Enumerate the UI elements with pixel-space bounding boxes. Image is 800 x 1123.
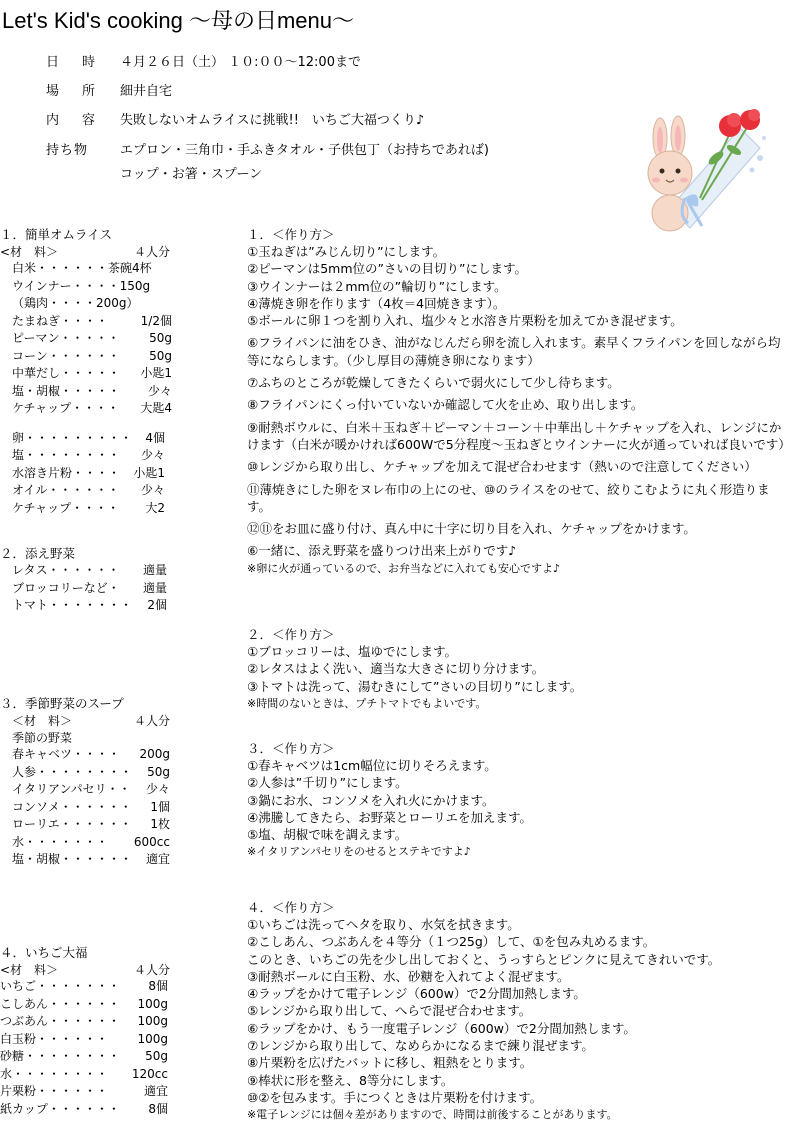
ingredient-row [12, 799, 170, 817]
ingredient-row [12, 330, 172, 348]
section1-step-list [247, 243, 791, 560]
ingredient-name: 片栗粉・・・・・・ [0, 1084, 109, 1098]
ingredient-row [12, 851, 170, 869]
ingredient-row [12, 400, 172, 418]
ingredient-amount: 少々 [140, 483, 165, 497]
section1-note: ※卵に火が通っているので、お弁当などに入れても安心ですよ♪ [247, 561, 561, 575]
method-step: ⑪薄焼きにした卵をヌレ布巾の上にのせ、⑩のライスをのせて、絞りこむように丸く形造ります。 [247, 481, 770, 514]
method-step: ⑨耐熱ボウルに、白米＋玉ねぎ＋ピーマン＋コーン＋中華出し＋ケチャップを入れ、レンジにかけます（白米が暖かければ600Wで5分程度～玉ねぎとウインナーに火が通っていれば良いです） [247, 419, 791, 452]
method-step: ⑫⑪をお皿に盛り付け、真ん中に十字に切り目を入れ、ケチャップをかけます。 [247, 521, 696, 537]
ingredient-amount: 50g [149, 331, 172, 345]
method-step: ②ピーマンは5mm位の”さいの目切り”にします。 [247, 261, 527, 277]
place-label: 場 所 [46, 84, 101, 99]
ingredient-name: 春キャベツ・・・・ [12, 747, 121, 761]
materials-label: <材 料＞ [0, 245, 59, 259]
ingredient-amount: 8個 [148, 979, 168, 993]
section1-materials-header [0, 243, 170, 260]
method-step: ③ウインナーは２mm位の”輪切り”にします。 [247, 278, 507, 294]
section2-method-title: ２．＜作り方＞ [247, 627, 335, 642]
section3-subheading: 季節の野菜 [12, 731, 73, 745]
section3-title: ３．季節野菜のスープ [0, 696, 124, 711]
servings: ４人分 [133, 714, 170, 728]
ingredient-amount: 2個 [147, 598, 167, 612]
section1-method-title: １．＜作り方＞ [247, 227, 335, 242]
ingredient-row [0, 996, 168, 1014]
servings: ４人分 [133, 245, 170, 259]
info-place-row [46, 80, 172, 100]
ingredient-amount: 適宜 [145, 852, 170, 866]
materials-label: ＜材 料＞ [12, 714, 73, 728]
content-label: 内 容 [46, 113, 101, 128]
section4-title: ４．いちご大福 [0, 945, 88, 960]
section3-ingredients [0, 694, 180, 869]
ingredient-name: 塩・胡椒・・・・・・ [12, 852, 133, 866]
method-step: ⑦レンジから取り出して、なめらかになるまで練り混ぜます。 [247, 1038, 594, 1054]
page-title: Let's Kid's cooking ～母の日menu～ [2, 8, 354, 33]
bunny-with-carnation-bouquet-icon [630, 88, 770, 238]
method-step: ⑤塩、胡椒で味を調えます。 [247, 827, 408, 843]
content-value: 失敗しないオムライスに挑戦!! いちご大福つくり♪ [120, 113, 425, 128]
materials-label: <材 料＞ [0, 963, 59, 977]
ingredient-name: コンソメ・・・・・・ [12, 799, 132, 814]
ingredient-name: こしあん・・・・・・ [0, 996, 121, 1011]
ingredient-row [0, 978, 168, 996]
ingredient-amount: 小匙1 [133, 465, 165, 480]
ingredient-row [0, 1083, 168, 1101]
ingredient-row [0, 1066, 168, 1084]
ingredient-name: 卵・・・・・・・・・ [12, 430, 133, 445]
ingredient-row [12, 348, 172, 366]
section2-ingredients [0, 544, 180, 615]
bring-value-1: エプロン・三角巾・手ふきタオル・子供包丁（お持ちであれば) [120, 143, 489, 158]
method-step: ②こしあん、つぶあんを４等分（１つ25g）して、①を包み丸めるます。 [247, 934, 656, 950]
info-content-row [46, 109, 424, 129]
bunny-bouquet-illustration [630, 88, 770, 238]
section1-title: １．簡単オムライス [0, 227, 113, 242]
info-date-row [46, 51, 361, 71]
ingredient-row [12, 764, 170, 782]
section4-method-title: ４．＜作り方＞ [247, 900, 335, 915]
ingredient-row [12, 313, 172, 331]
method-step: ⑩レンジから取り出し、ケチャップを加えて混ぜ合わせます（熱いので注意してください） [247, 459, 757, 475]
method-step: ③耐熱ボールに白玉粉、水、砂糖を入れてよく混ぜます。 [247, 968, 570, 984]
ingredient-row [0, 1048, 168, 1066]
section2-title: ２．添え野菜 [0, 546, 76, 561]
section3-method-title: ３．＜作り方＞ [247, 741, 335, 756]
section4-method [247, 899, 787, 1123]
method-step: ⑧片栗粉を広げたバットに移し、粗熱をとります。 [247, 1055, 533, 1071]
ingredient-row [12, 580, 167, 598]
ingredient-amount: 600cc [133, 834, 170, 849]
ingredient-row [12, 383, 172, 401]
section3-materials-header [0, 712, 170, 729]
method-step: このとき、いちごの先を少し出しておくと、うっすらとピンクに見えてきれいです。 [247, 951, 721, 967]
ingredient-row [0, 1101, 168, 1119]
ingredient-name: 水溶き片粉・・・・ [12, 465, 121, 480]
section4-ingredients [0, 943, 180, 1118]
ingredient-row [0, 1031, 168, 1049]
ingredient-row [12, 465, 165, 483]
ingredient-name: 白玉粉・・・・・・ [0, 1031, 109, 1046]
method-step: ②人参は”千切り”にします。 [247, 775, 408, 791]
ingredient-amount: 200g [139, 747, 170, 761]
ingredient-amount: 8個 [148, 1101, 168, 1116]
ingredient-name: ケチャップ・・・・ [12, 500, 120, 515]
section4-step-list [247, 916, 787, 1106]
ingredient-amount: 小匙1 [140, 366, 172, 380]
section3-ingredient-list [0, 746, 170, 869]
section1-ingredients [0, 225, 180, 517]
ingredient-name: トマト・・・・・・・ [12, 598, 133, 612]
method-step: ①春キャベツは1cm幅位に切りそろえます。 [247, 758, 497, 773]
ingredient-amount: 1個 [150, 799, 170, 814]
method-step: ⑧フライパンにくっ付いていないか確認して火を止め、取り出します。 [247, 397, 644, 413]
section3-method [247, 740, 787, 860]
section4-materials-header [0, 961, 170, 978]
section1-egg-ingredient-list [0, 430, 165, 518]
method-step: ④ラップをかけて電子レンジ（600w）で2分間加熱します。 [247, 986, 586, 1002]
ingredient-amount: 大匙4 [140, 401, 172, 415]
ingredient-row [12, 562, 167, 580]
ingredient-name: 水・・・・・・・・ [0, 1066, 109, 1081]
section2-ingredient-list [0, 562, 167, 615]
ingredient-amount: 少々 [140, 448, 165, 462]
ingredient-name: ピーマン・・・・・ [12, 331, 120, 345]
ingredient-amount: 適量 [142, 563, 167, 577]
method-step: ⑩②を包みます。手につくときは片栗粉を付けます。 [247, 1089, 543, 1105]
method-step: ⑦ふちのところが乾燥してきたくらいで弱火にして少し待ちます。 [247, 375, 620, 391]
servings: ４人分 [133, 963, 170, 977]
date-label: 日 時 [46, 55, 101, 70]
method-step: ①玉ねぎは”みじん切り”にします。 [247, 244, 446, 259]
ingredient-amount: 50g [149, 348, 172, 363]
ingredient-name: レタス・・・・・・ [12, 563, 120, 577]
ingredient-amount: 適宜 [143, 1084, 168, 1098]
ingredient-name: オイル・・・・・・ [12, 483, 120, 497]
method-step: ⑥フライパンに油をひき、油がなじんだら卵を流し入れます。素早くフライパンを回しながら均等にならします。（少し厚目の薄焼き卵になります） [247, 335, 781, 368]
method-step: ③トマトは洗って、湯むきにして”さいの目切り”にします。 [247, 678, 583, 694]
section2-method [247, 626, 787, 712]
ingredient-name: 紙カップ・・・・・・ [0, 1101, 120, 1116]
ingredient-name: 水・・・・・・・ [12, 834, 109, 849]
ingredient-amount: 大2 [145, 500, 165, 515]
ingredient-row [12, 597, 167, 615]
ingredient-name: 中華だし・・・・・ [12, 366, 121, 380]
ingredient-amount: 1/2個 [140, 313, 172, 328]
ingredient-amount: 50g [145, 1049, 168, 1063]
ingredient-row [12, 816, 170, 834]
section4-note: ※電子レンジには個々差がありますので、時間は前後することがあります。 [247, 1108, 618, 1122]
ingredient-amount: 4個 [145, 430, 165, 445]
method-step: ①いちごは洗ってヘタを取り、水気を拭きます。 [247, 917, 520, 932]
ingredient-name: ウインナー・・・・150g [12, 278, 151, 293]
ingredient-amount: 100g [137, 996, 168, 1011]
ingredient-row [12, 295, 172, 313]
section2-note: ※時間のないときは、プチトマトでもよいです。 [247, 696, 487, 710]
ingredient-row [12, 746, 170, 764]
section3-step-list [247, 757, 787, 843]
method-step: ⑥一緒に、添え野菜を盛りつけ出来上がりです♪ [247, 543, 517, 559]
ingredient-row [12, 500, 165, 518]
ingredient-name: 砂糖・・・・・・・・ [0, 1049, 121, 1063]
ingredient-amount: 少々 [145, 782, 170, 796]
ingredient-amount: 少々 [147, 383, 172, 398]
method-step: ②レタスはよく洗い、適当な大きさに切り分けます。 [247, 661, 545, 677]
ingredient-row [12, 365, 172, 383]
ingredient-row [12, 781, 170, 799]
ingredient-row [0, 1013, 168, 1031]
method-step: ④沸騰してきたら、お野菜とローリエを加えます。 [247, 809, 532, 825]
ingredient-name: いちご・・・・・・・ [0, 979, 121, 993]
ingredient-name: たまねぎ・・・・ [12, 313, 109, 328]
bring-value-2: コップ・お箸・スプーン [120, 167, 263, 182]
ingredient-name: コーン・・・・・・ [12, 348, 120, 363]
place-value: 細井自宅 [120, 84, 173, 99]
ingredient-amount: 100g [137, 1014, 168, 1028]
section4-ingredient-list [0, 978, 168, 1118]
ingredient-amount: 適量 [142, 580, 167, 595]
ingredient-amount: 100g [137, 1031, 168, 1046]
ingredient-name: 塩・・・・・・・・ [12, 448, 121, 462]
ingredient-amount: 1枚 [150, 817, 170, 831]
ingredient-name: ローリエ・・・・・・ [12, 817, 132, 831]
ingredient-name: 白米・・・・・・茶碗4杯 [12, 261, 152, 275]
ingredient-name: ブロッコリーなど・ [12, 580, 120, 595]
method-step: ④薄焼き卵を作ります（4枚＝4回焼きます）。 [247, 295, 506, 311]
ingredient-name: 塩・胡椒・・・・・ [12, 383, 121, 398]
bring-label: 持ち物 [46, 143, 89, 158]
section1-ingredient-list [0, 260, 172, 418]
method-step: ⑤レンジから取り出して、へらで混ぜ合わせます。 [247, 1003, 532, 1019]
section3-note: ※イタリアンパセリをのせるとステキですよ♪ [247, 845, 471, 859]
ingredient-row [12, 430, 165, 448]
method-step: ⑥ラップをかけ、もう一度電子レンジ（600w）で2分間加熱します。 [247, 1020, 636, 1036]
ingredient-row [12, 278, 172, 296]
section2-step-list [247, 643, 787, 695]
info-bring-row [46, 139, 489, 159]
ingredient-name: 人参・・・・・・・・ [12, 764, 133, 779]
ingredient-name: （鶏肉・・・・200g） [12, 296, 139, 310]
method-step: ①ブロッコリーは、塩ゆでにします。 [247, 644, 457, 659]
ingredient-name: ケチャップ・・・・ [12, 401, 120, 415]
ingredient-name: イタリアンパセリ・・ [12, 782, 131, 796]
ingredient-amount: 50g [147, 764, 170, 779]
method-step: ⑤ボールに卵１つを割り入れ、塩少々と水溶き片栗粉を加えてかき混ぜます。 [247, 313, 683, 329]
ingredient-row [12, 447, 165, 465]
ingredient-row [12, 260, 172, 278]
method-step: ⑨棒状に形を整え、8等分にします。 [247, 1072, 454, 1088]
ingredient-amount: 120cc [131, 1066, 168, 1081]
section1-method [247, 226, 791, 577]
date-value: ４月２６日（土） １０:００～12:00まで [120, 55, 361, 70]
method-step: ③鍋にお水、コンソメを入れ火にかけます。 [247, 792, 495, 808]
ingredient-name: つぶあん・・・・・・ [0, 1014, 121, 1028]
ingredient-row [12, 482, 165, 500]
ingredient-row [12, 834, 170, 852]
